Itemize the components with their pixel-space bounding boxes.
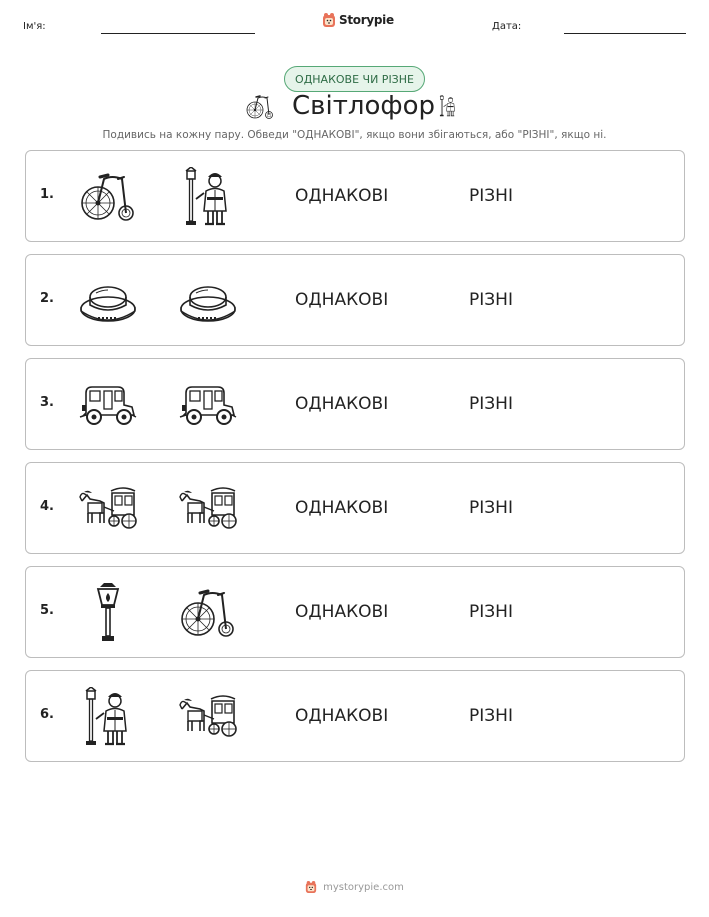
name-line <box>101 33 255 34</box>
title-row <box>0 90 709 126</box>
lamplighter-icon <box>78 687 138 747</box>
horse-carriage-icon <box>178 687 238 747</box>
same-option[interactable]: ОДНАКОВІ <box>295 290 389 310</box>
worksheet-type-tag: ОДНАКОВЕ ЧИ РІЗНЕ <box>284 66 425 92</box>
question-row <box>25 150 685 242</box>
horse-carriage-icon <box>178 479 238 539</box>
different-option[interactable]: РІЗНІ <box>469 394 513 414</box>
penny-farthing-bicycle-icon <box>78 167 138 227</box>
storypie-logo-icon <box>322 12 336 28</box>
footer-url[interactable]: mystorypie.com <box>323 881 404 893</box>
same-option[interactable]: ОДНАКОВІ <box>295 186 389 206</box>
push-button-icon <box>78 271 138 331</box>
vintage-car-icon <box>178 375 238 435</box>
instructions: Подивись на кожну пару. Обведи "ОДНАКОВІ", якщо вони збігаються, або "РІЗНІ", якщо ні. <box>102 129 607 141</box>
penny-farthing-bicycle-icon <box>245 92 275 122</box>
question-row <box>25 254 685 346</box>
question-row <box>25 358 685 450</box>
vintage-car-icon <box>78 375 138 435</box>
brand-name: Storypie <box>339 13 394 27</box>
question-number: 1. <box>40 187 54 202</box>
same-option[interactable]: ОДНАКОВІ <box>295 602 389 622</box>
different-option[interactable]: РІЗНІ <box>469 602 513 622</box>
lamplighter-icon <box>437 90 459 122</box>
storypie-logo-icon <box>305 880 317 894</box>
date-line <box>564 33 686 34</box>
different-option[interactable]: РІЗНІ <box>469 290 513 310</box>
same-option[interactable]: ОДНАКОВІ <box>295 394 389 414</box>
penny-farthing-bicycle-icon <box>178 583 238 643</box>
question-number: 3. <box>40 395 54 410</box>
lamplighter-icon <box>178 167 238 227</box>
question-number: 6. <box>40 707 54 722</box>
name-label: Ім'я: <box>23 21 46 32</box>
same-option[interactable]: ОДНАКОВІ <box>295 706 389 726</box>
page-title: Світлофор <box>292 91 436 121</box>
worksheet-header <box>0 0 709 40</box>
brand-logo <box>322 12 394 28</box>
question-number: 2. <box>40 291 54 306</box>
question-row <box>25 566 685 658</box>
question-row <box>25 462 685 554</box>
footer <box>0 880 709 894</box>
different-option[interactable]: РІЗНІ <box>469 498 513 518</box>
question-number: 5. <box>40 603 54 618</box>
street-lamp-icon <box>78 583 138 643</box>
question-number: 4. <box>40 499 54 514</box>
horse-carriage-icon <box>78 479 138 539</box>
same-option[interactable]: ОДНАКОВІ <box>295 498 389 518</box>
date-label: Дата: <box>492 21 522 32</box>
different-option[interactable]: РІЗНІ <box>469 706 513 726</box>
push-button-icon <box>178 271 238 331</box>
different-option[interactable]: РІЗНІ <box>469 186 513 206</box>
question-row <box>25 670 685 762</box>
